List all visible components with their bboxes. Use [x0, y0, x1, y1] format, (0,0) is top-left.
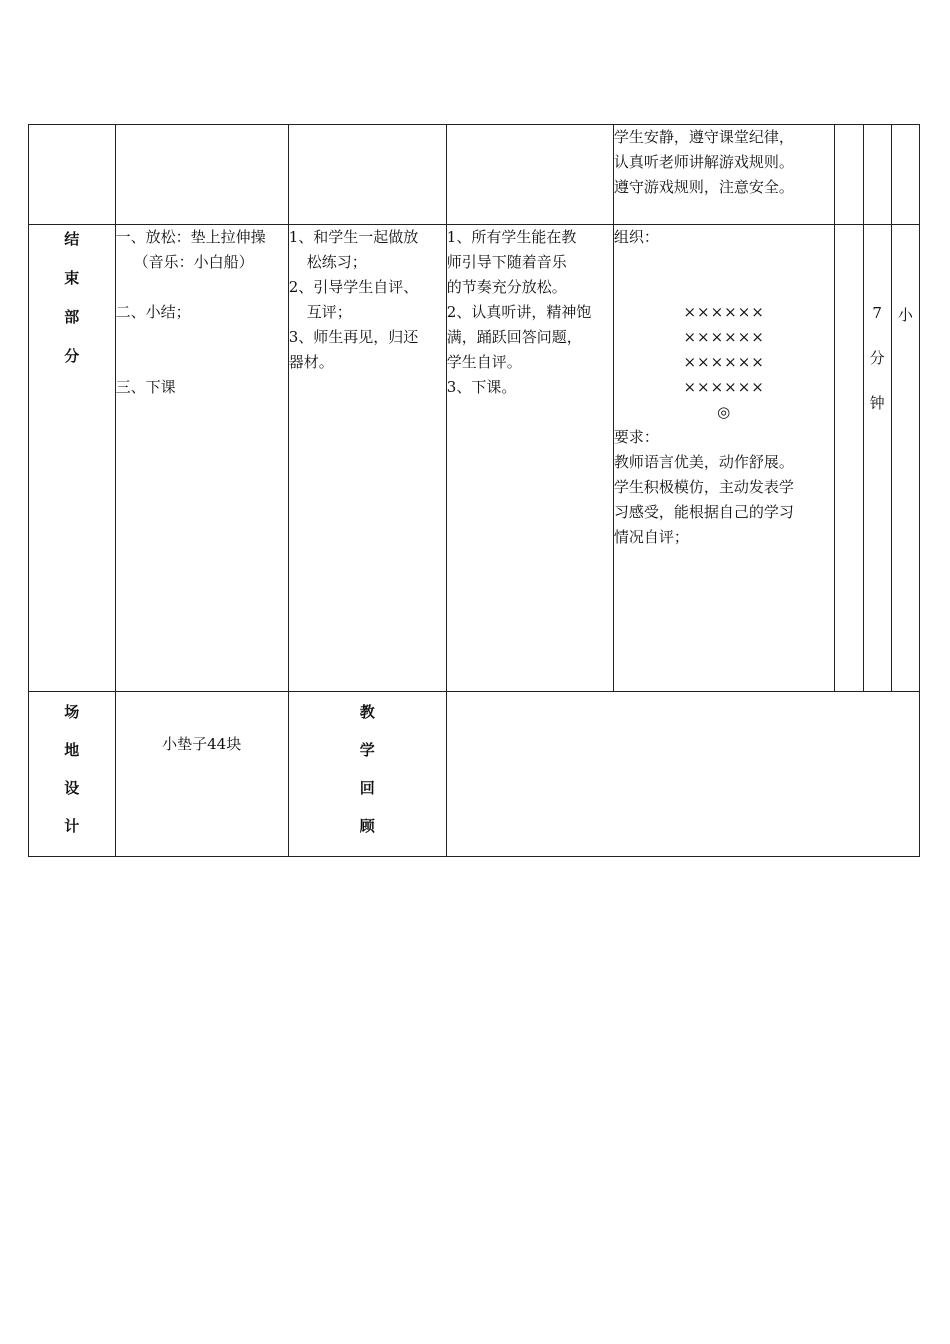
intensity-value: 小	[897, 306, 913, 324]
requirement-line: 情况自评；	[613, 528, 689, 546]
lesson-plan-table	[28, 124, 920, 857]
organization-label: 组织：	[613, 228, 659, 246]
requirement-line: 习感受，能根据自己的学习	[613, 503, 794, 521]
section-label-cell	[29, 225, 116, 692]
table-row	[29, 125, 920, 225]
formation-row: ××××××	[683, 303, 765, 321]
content-item: 二、小结；	[115, 303, 191, 321]
student-line: 学生自评。	[446, 353, 522, 371]
cell-empty	[835, 225, 863, 692]
duration: 7 分 钟	[869, 304, 885, 412]
requirement-line: 学生安静，遵守课堂纪律，	[613, 128, 794, 146]
cell-empty	[29, 125, 116, 225]
table-row	[29, 692, 920, 857]
teacher-line: 3、师生再见，归还	[288, 328, 419, 346]
teaching-review-cell	[446, 692, 919, 857]
content-item: 一、放松：垫上拉伸操	[115, 228, 266, 246]
cell-empty	[115, 125, 288, 225]
requirement-line: 认真听老师讲解游戏规则。	[613, 153, 794, 171]
cell-empty	[891, 125, 919, 225]
teacher-activity-cell	[288, 225, 446, 692]
ending-section-label: 结 束 部 分	[64, 230, 80, 365]
student-line: 1、所有学生能在教	[446, 228, 577, 246]
teacher-line: 松练习；	[306, 253, 367, 271]
content-item: （音乐：小白船）	[133, 253, 254, 271]
content-cell	[115, 225, 288, 692]
requirement-line: 遵守游戏规则，注意安全。	[613, 178, 794, 196]
equipment-text: 小垫子44块	[162, 735, 242, 753]
student-line: 满，踊跃回答问题，	[446, 328, 582, 346]
game-requirements-cell	[613, 125, 834, 225]
intensity-cell	[891, 225, 919, 692]
time-cell	[863, 225, 891, 692]
teacher-line: 1、和学生一起做放	[288, 228, 419, 246]
cell-empty	[446, 125, 613, 225]
site-design-label: 场 地 设 计	[64, 703, 80, 835]
review-label-cell	[288, 692, 446, 857]
requirement-line: 教师语言优美，动作舒展。	[613, 453, 794, 471]
formation-row: ××××××	[683, 353, 765, 371]
teacher-line: 互评；	[306, 303, 352, 321]
formation-row: ××××××	[683, 328, 765, 346]
content-item: 三、下课	[115, 378, 176, 396]
cell-empty	[288, 125, 446, 225]
equipment-cell	[115, 692, 288, 857]
table-row	[29, 225, 920, 692]
teacher-position-icon: ◎	[717, 403, 732, 421]
organization-cell	[613, 225, 834, 692]
teaching-review-label: 教 学 回 顾	[359, 703, 375, 835]
cell-empty	[863, 125, 891, 225]
student-line: 2、认真听讲，精神饱	[446, 303, 592, 321]
student-activity-cell	[446, 225, 613, 692]
formation-row: ××××××	[683, 378, 765, 396]
student-line: 的节奏充分放松。	[446, 278, 567, 296]
teacher-line: 器材。	[288, 353, 334, 371]
teacher-line: 2、引导学生自评、	[288, 278, 419, 296]
site-label-cell	[29, 692, 116, 857]
requirement-line: 学生积极模仿，主动发表学	[613, 478, 794, 496]
cell-empty	[835, 125, 863, 225]
student-line: 3、下课。	[446, 378, 517, 396]
student-line: 师引导下随着音乐	[446, 253, 567, 271]
formation-diagram	[614, 300, 834, 425]
requirements-label: 要求：	[613, 428, 659, 446]
